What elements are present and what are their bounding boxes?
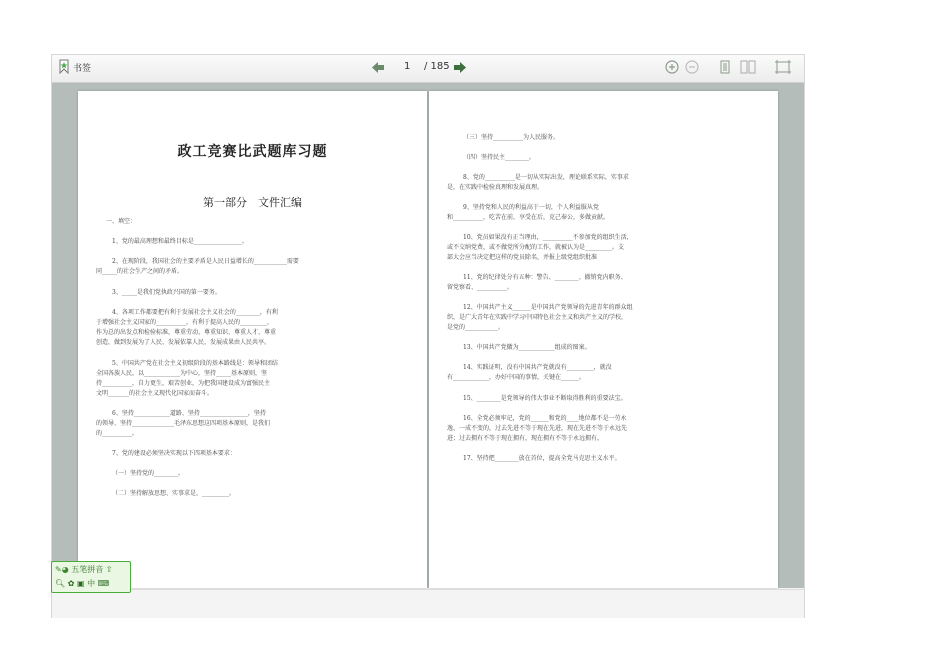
- text-line: 是党的___________。: [447, 324, 505, 331]
- text-line: 10、党员如果没有正当理由，__________不参加党的组织生活，: [463, 234, 633, 241]
- text-line: （三）坚持__________为人民服务。: [463, 134, 560, 141]
- viewer-toolbar: [52, 55, 804, 83]
- ime-logo-icon[interactable]: ✎◕: [55, 565, 72, 574]
- text-line: 7、党的建设必须坚决实现以下四项基本要求：: [112, 450, 236, 457]
- text-line: 部大会应当决定把这样的党员除名，并报上级党组织批准: [447, 254, 598, 261]
- text-line: 8、党的__________是一切从实际出发，理论联系实际，实事求: [463, 174, 629, 181]
- text-line: 15、________是党领导的伟大事业不断取得胜利的重要法宝。: [463, 395, 627, 402]
- text-line: 文明_______的社会主义现代化国家而奋斗。: [96, 390, 214, 397]
- text-line: 织，是广大青年在实践中学习中国特色社会主义和共产主义的学校，: [447, 314, 628, 321]
- text-line: 12、中国共产主义______是中国共产党领导的先进青年的群众组: [463, 304, 633, 311]
- total-pages: / 185: [424, 61, 450, 72]
- text-line: 有____________，办好中国的事情，关键在______。: [447, 374, 586, 381]
- fullscreen-icon[interactable]: [775, 60, 791, 74]
- text-line: 1、党的最高理想和最终目标是________________。: [112, 238, 248, 245]
- text-line: 6、坚持____________道路、坚持________________，坚持: [112, 410, 266, 417]
- text-line: 的__________。: [96, 430, 139, 437]
- text-line: 逸、一成不变的，过去先进不等于现在先进，现在先进不等于永远先: [447, 425, 628, 432]
- page-left: [78, 91, 427, 588]
- ime-search-icon[interactable]: 🔍︎: [55, 579, 66, 588]
- page-right: [429, 91, 778, 588]
- text-line: 留党察看、__________。: [447, 284, 514, 291]
- text-line: 一、填空：: [106, 218, 137, 225]
- text-line: （一）坚持党的________。: [112, 470, 185, 477]
- text-line: 于增强社会主义国家的__________，有利于提高人民的_________，: [96, 319, 274, 326]
- text-line: 9、坚持党和人民的利益高于一切，个人利益服从党: [463, 204, 599, 211]
- part-title: 第一部分 文件汇编: [203, 196, 302, 209]
- zoom-out-icon[interactable]: [685, 60, 699, 74]
- text-line: 进；过去拥有不等于现在拥有，现在拥有不等于永远拥有。: [447, 435, 604, 442]
- ime-arrow-icon[interactable]: ⇧: [105, 565, 113, 574]
- text-line: 16、全党必须牢记，党的______和党的____地位都不是一劳永: [463, 415, 627, 422]
- text-line: 17、坚持把________放在首位，提高全党马克思主义水平。: [463, 455, 621, 462]
- pdf-viewer: [51, 54, 805, 618]
- single-page-icon[interactable]: [719, 60, 731, 74]
- text-line: 持__________，自力更生，艰苦创业，为把我国建设成为富强民主: [96, 380, 271, 387]
- ime-skin-icon[interactable]: ▣: [76, 579, 85, 588]
- viewer-status-bar: [52, 589, 804, 618]
- double-page-icon[interactable]: [740, 60, 756, 74]
- text-line: 13、中国共产党徽为____________组成的图案。: [463, 344, 591, 351]
- text-line: 的领导、坚持______________毛泽东思想这四项基本原则，是我们: [96, 420, 271, 427]
- text-line: 或不交纳党费，或不做党所分配的工作，就被认为是_________。支: [447, 244, 625, 251]
- text-line: 全国各族人民，以____________为中心，坚持_____基本原则，坚: [96, 370, 268, 377]
- text-line: 14、实践证明，没有中国共产党就没有_________，就没: [463, 364, 612, 371]
- text-line: 是，在实践中检验真理和发展真理。: [447, 184, 544, 191]
- ime-bottom-row: [55, 578, 109, 589]
- ime-toolbar[interactable]: [51, 561, 131, 593]
- text-line: 3、_____是我们党执政兴国的第一要务。: [112, 289, 221, 296]
- bookmark-icon[interactable]: [59, 59, 69, 74]
- current-page-field[interactable]: 1: [404, 61, 411, 72]
- ime-keyboard-icon[interactable]: ⌨: [97, 579, 110, 588]
- prev-page-icon[interactable]: [372, 62, 384, 73]
- document-title: 政工竞赛比武题库习题: [177, 144, 328, 160]
- text-line: （二）坚持解放思想、实事求是，_________。: [112, 490, 236, 497]
- next-page-icon[interactable]: [454, 62, 466, 73]
- text-line: 和__________，吃苦在前，享受在后，克己奉公，多做贡献。: [447, 214, 610, 221]
- ime-zhong-icon[interactable]: 中: [87, 579, 96, 588]
- zoom-in-icon[interactable]: [665, 60, 679, 74]
- text-line: 4、各项工作都要把有利于发展社会主义社会的________，有利: [112, 309, 278, 316]
- text-line: （四）坚持民主________。: [463, 154, 536, 161]
- page-stage[interactable]: [52, 83, 804, 588]
- text-line: 作为总的出发点和检验标准，尊重劳动、尊重知识、尊重人才、尊重: [96, 329, 277, 336]
- text-line: 同_____的社会生产之间的矛盾。: [96, 268, 184, 275]
- bookmark-label[interactable]: 书签: [73, 64, 92, 74]
- text-line: 11、党的纪律处分有五种：警告、________、撤销党内职务、: [463, 274, 627, 281]
- text-line: 5、中国共产党在社会主义初级阶段的基本路线是：领导和团结: [112, 360, 278, 367]
- ime-tool-icon[interactable]: ✿: [67, 579, 75, 588]
- text-line: 创造，做到发展为了人民、发展依靠人民、发展成果由人民共享。: [96, 339, 271, 346]
- ime-top-row: [55, 564, 112, 575]
- ime-mode-label[interactable]: 五笔拼音: [71, 565, 104, 574]
- text-line: 2、在现阶段，我国社会的主要矛盾是人民日益增长的___________需要: [112, 258, 299, 265]
